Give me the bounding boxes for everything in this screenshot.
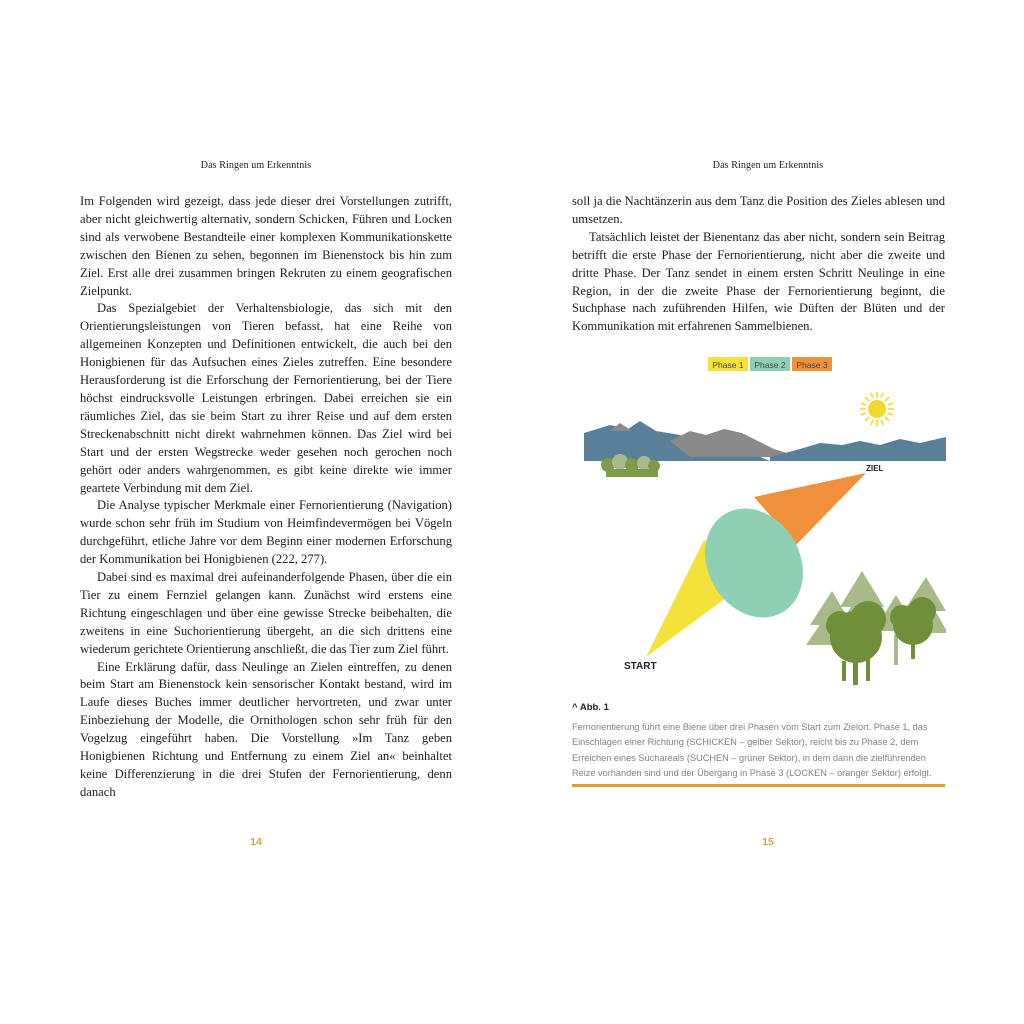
page-number: 15: [762, 836, 774, 848]
paragraph: Dabei sind es maximal drei aufeinanderfolgende Phasen, über die ein Tier zu einem Fernziel gelangen kann. Zunächst wird erstens eine Richtung eingeschlagen und über eine gewisse Strecke beibehalten, die zweitens in eine Suchorientierung übergeht, an die sich drittens eine wiederum gerichtete Orientierung anschließt, die das Tier zum Ziel führt.: [80, 570, 452, 656]
caption-rule: [572, 784, 945, 787]
body-text: [80, 193, 452, 802]
mountain-range: [584, 421, 946, 461]
figure-fernorientierung: [570, 345, 946, 695]
legend-label-phase-1: Phase 1: [712, 360, 744, 370]
label-ziel: ZIEL: [866, 464, 884, 473]
label-start: START: [624, 661, 657, 672]
forest: [806, 571, 946, 685]
running-head: Das Ringen um Erkenntnis: [200, 160, 312, 171]
phase-legend: [708, 357, 832, 371]
paragraph: Tatsächlich leistet der Bienentanz das aber nicht, sondern sein Beitrag betrifft die erste Phase der Fernorientierung, nicht aber die zweite und dritte Phase. Der Tanz sendet in einem ersten Schritt Neulinge in eine Region, in der die zweite Phase der Fernorientierung beginnt, die Suchphase nach zuführenden Hilfen, wie Düften der Blüten und der Kommunikation mit erfahrenen Sammelbienen.: [572, 229, 945, 334]
paragraph: Im Folgenden wird gezeigt, dass jede dieser drei Vorstellungen zutrifft, aber nicht gleichwertig alternativ, sondern Schicken, Führen und Locken sind als verwobene Bestandteile einer komplexen Kommunikationskette zwischen den Bienen zu sehen, begonnen im Bienenstock bis hin zum Ziel. Erst alle drei zusammen bringen Rekruten zu einem geografischen Zielpunkt.: [80, 194, 452, 298]
page-number: 14: [250, 836, 262, 848]
paragraph: Das Spezialgebiet der Verhaltensbiologie, das sich mit den Orientierungsleistungen von Tieren befasst, hat eine Reihe von allgemeinen Konzepten und Definitionen entwickelt, die auch bei den Honigbienen für das Aufsuchen eines Zieles zutreffen. Eine besondere Herausforderung ist die Erforschung der Fernorientierung, bei der Tiere höchst eindrucksvolle Leistungen erbringen. Dabei erreichen sie ein räumliches Ziel, das sie beim Start zu ihrer Reise und auf dem ersten Streckenabschnitt nicht direkt wahrnehmen können. Das Ziel wird bei Start und der ersten Wegstrecke weder gesehen noch gerochen noch gehört oder anders wahrgenommen, es gibt keine direkte wie immer geartete Verbindung mit dem Ziel.: [80, 301, 452, 495]
paragraph: soll ja die Nachtänzerin aus dem Tanz die Position des Zieles ablesen und umsetzen.: [572, 194, 945, 226]
caption-text: Fernorientierung führt eine Biene über drei Phasen vom Start zum Zielort. Phase 1, das Einschlagen einer Richtung (SCHICKEN – gelber Sektor), reicht bis zu Phase 2, dem Erreichen eines Suchareals (SUCHEN – grüner Sektor), in dem dann die zielführenden Reize vorhanden sind und der Übergang in Phase 3 (LOCKEN – oranger Sektor) erfolgt.: [572, 722, 932, 778]
legend-label-phase-2: Phase 2: [754, 360, 786, 370]
paragraph: Die Analyse typischer Merkmale einer Fernorientierung (Navigation) wurde schon sehr früh im Studium von Heimfindevermögen bei Vögeln durchgeführt, etliche Jahre vor dem Beginn einer modernen Erforschung der Kommunikation bei Honigbienen (222, 277).: [80, 498, 452, 567]
caption-title: ^ Abb. 1: [572, 702, 609, 713]
paragraph: Eine Erklärung dafür, dass Neulinge an Zielen eintreffen, zu denen beim Start am Bienenstock kein sensorischer Kontakt bestand, wird im Laufe dieses Buches immer deutlicher hervortreten, und zwar unter Einbeziehung der Modelle, die Ornithologen schon sehr früh für den Vogelzug eingeführt haben. Die Vorstellung »Im Tanz geben Honigbienen Richtung und Entfernung zu einem Ziel an« beinhaltet keine Differenzierung in die drei Stufen der Fernorientierung, denn danach: [80, 659, 452, 799]
sun-icon: [860, 392, 894, 426]
right-page: [512, 0, 1024, 1024]
running-head: Das Ringen um Erkenntnis: [712, 160, 824, 171]
figure-caption: [572, 702, 946, 781]
body-text: [572, 193, 945, 336]
legend-label-phase-3: Phase 3: [796, 360, 828, 370]
